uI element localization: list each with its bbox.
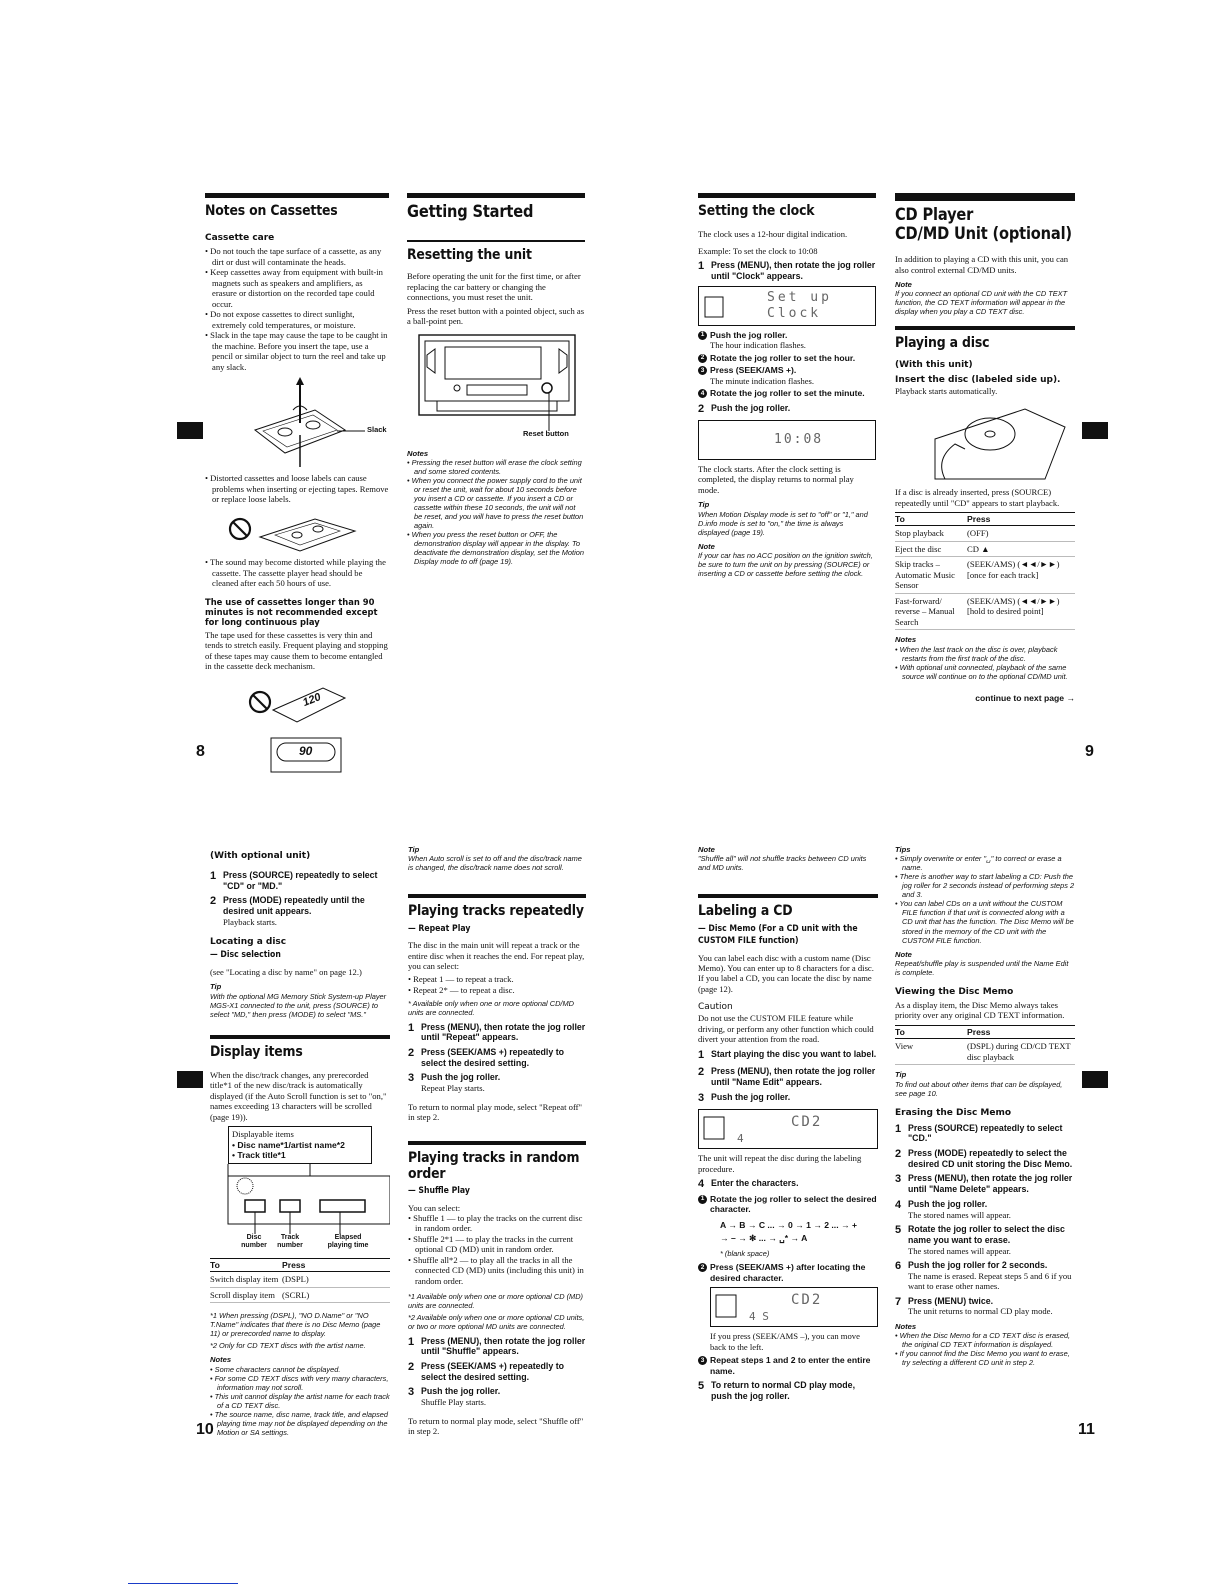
dspl-key[interactable]: (DSPL) — [282, 1272, 390, 1287]
char-sequence-1: A → B → C ... → 0 → 1 → 2 ... → + — [720, 1220, 857, 1231]
cassettes-title: Notes on Cassettes — [205, 203, 338, 219]
shuffle-step-1: 1 Press (MENU), then rotate the jog roller until "Shuffle" appears. — [408, 1335, 586, 1357]
display-icon — [702, 1115, 728, 1143]
with-this-unit: (With this unit) — [895, 359, 973, 370]
list-item: • For some CD TEXT discs with very many characters, information may not scroll. — [210, 1374, 390, 1392]
table-header: To Press — [210, 1258, 390, 1271]
display-icon — [714, 1293, 740, 1321]
label-step-2: 2 Press (MENU), then rotate the jog roller until "Name Edit" appears. — [698, 1066, 876, 1087]
list-item: • Slack in the tape may cause the tape to be caught in the machine. Before you insert the tape, use a pencil or similar object to turn the reel and take up any slack. — [205, 330, 389, 372]
page-tab-marker — [1082, 1071, 1108, 1088]
list-item: • You can label CDs on a unit without the CUSTOM FILE function if that unit is connected along with a CD unit that has the function. The Disc Memo will be stored in the memory of the CD unit with the CUSTOM FILE function. — [895, 899, 1075, 944]
clock-tip: When Motion Display mode is set to "off" or "1," and D.info mode is set to "on," the time is always displayed (page 19). — [698, 509, 868, 537]
slack-label: Slack — [367, 425, 387, 435]
lcd-source: CD2 — [791, 1114, 823, 1131]
clock-step-1: 1 Press (MENU), then rotate the jog roller until "Clock" appears. — [698, 260, 876, 281]
list-item: • Shuffle 1 — to play the tracks on the current disc in random order. — [408, 1213, 586, 1234]
shuffle-options — [408, 1213, 586, 1286]
seek-key[interactable]: (SEEK/AMS) (◄◄/►►) [once for each track] — [967, 557, 1075, 593]
cassette-120-label: 120 — [301, 690, 323, 709]
col-cassettes — [205, 193, 389, 776]
clock-example: Example: To set the clock to 10:08 — [698, 245, 818, 256]
table-row: Skip tracks – Automatic Music Sensor (SEEK/AMS) (◄◄/►►) [once for each track] — [895, 557, 1075, 593]
reset-text: Before operating the unit for the first time, or after replacing the car battery or changing the connections, you must reset the unit. — [407, 271, 581, 303]
labeling-sub-1: — Disc Memo (For a CD unit with the — [698, 923, 858, 934]
table-row: Stop playback (OFF) — [895, 526, 1075, 541]
cassette-90-label: 90 — [299, 743, 313, 758]
display-items-title: Display items — [210, 1043, 303, 1060]
display-footnote-1: *1 When pressing (DSPL), "NO D.Name" or "NO T.Name" indicates that there is no Disc Memo (page 11) or prerecorded name to display. — [210, 1311, 381, 1339]
table-row: View (DSPL) during CD/CD TEXT disc playback — [895, 1039, 1075, 1065]
bottom-link-underline — [128, 1583, 238, 1584]
display-text: When the disc/track changes, any prerecorded title*1 of the new disc/track is automatically displayed (if the Auto Scroll function is set to "on," names exceeding 13 characters will be scrolled (page 19)). — [210, 1069, 387, 1122]
off-key[interactable]: (OFF) — [967, 526, 1075, 541]
notes-label: Notes — [407, 448, 429, 458]
memo-tip: To find out about other items that can be displayed, see page 10. — [895, 1079, 1063, 1098]
list-item: • Pressing the reset button will erase the clock setting and some stored contents. — [407, 458, 585, 476]
track-number-label: Track number — [277, 1233, 303, 1250]
shuffle-title-1: Playing tracks in random — [408, 1149, 580, 1166]
list-item: • When the Disc Memo for a CD TEXT disc is erased, the original CD TEXT information is displayed. — [895, 1331, 1075, 1349]
clock-lcd-time — [698, 420, 876, 460]
table-row: Scroll display item (SCRL) — [210, 1287, 390, 1302]
optional-step-1: 1 Press (SOURCE) repeatedly to select "CD" or "MD." — [210, 869, 378, 891]
lcd-source: CD2 — [791, 1292, 823, 1309]
col-optional-display — [210, 845, 390, 1440]
repeat-text: The disc in the main unit will repeat a track or the entire disc when it reaches the end. For repeat play, you can select: — [408, 940, 585, 971]
erase-step-2: 2 Press (MODE) repeatedly to select the desired CD unit storing the Disc Memo. — [895, 1147, 1073, 1169]
display-icon — [703, 295, 727, 319]
list-item: • Repeat 1 — to repeat a track. — [408, 974, 586, 984]
cdplayer-note: If you connect an optional CD unit with the CD TEXT function, the CD TEXT information will appear in the display when you play a CD TEXT disc. — [895, 289, 1068, 317]
list-item: • This unit cannot display the artist name for each track of a CD TEXT disc. — [210, 1392, 390, 1410]
label-step-3: 3 Push the jog roller. — [698, 1091, 791, 1104]
tips-label: Tips — [895, 845, 911, 854]
car-stereo-icon — [407, 333, 585, 437]
memo-note: Repeat/shuffle play is suspended until the Name Edit is complete. — [895, 958, 1069, 977]
lcd-line-1: Set up — [767, 289, 832, 305]
reset-notes — [407, 458, 585, 566]
lcd-entry: 4 S — [749, 1310, 769, 1324]
getting-started-title: Getting Started — [407, 202, 534, 222]
label-step-4: 4 Enter the characters. — [698, 1178, 799, 1191]
section-bar — [895, 326, 1075, 330]
display-controls-table — [210, 1258, 390, 1303]
back-text: If you press (SEEK/AMS –), you can move back to the left. — [710, 1331, 860, 1352]
memo-tips — [895, 854, 1075, 944]
list-item: • When you press the reset button or OFF, the demonstration display will appear in the display. To deactivate the demonstration display, set the Motion Display mode to off (page 19). — [407, 530, 585, 566]
locating-text: (see "Locating a disc by name" on page 12.) — [210, 966, 362, 977]
list-item: • The sound may become distorted while playing the cassette. The cassette player head should be cleaned after each 50 hours of use. — [205, 557, 389, 588]
section-bar — [408, 1141, 586, 1145]
insert-disc: Insert the disc (labeled side up). — [895, 374, 1061, 385]
labeling-title: Labeling a CD — [698, 903, 793, 920]
section-bar — [408, 894, 586, 898]
clock-sub-3: 3 Press (SEEK/AMS +). The minute indication flashes. — [698, 365, 876, 386]
note-label: Note — [698, 541, 715, 551]
labeling-sub-2: CUSTOM FILE function) — [698, 936, 799, 947]
tip-label: Tip — [698, 500, 710, 510]
shuffle-footnote-2: *2 Available only when one or more optional CD units, or two or more optional MD units are connected. — [408, 1313, 585, 1332]
slack-illustration — [205, 375, 389, 467]
clock-after: The clock starts. After the clock setting is completed, the display returns to normal play mode. — [698, 463, 854, 495]
disc-insert-icon — [895, 399, 1075, 481]
tip-label: Tip — [408, 845, 420, 854]
repeat-options — [408, 974, 586, 995]
col-clock — [698, 193, 876, 581]
seek-hold-key[interactable]: (SEEK/AMS) (◄◄/►►) [hold to desired point] — [967, 593, 1075, 629]
list-item: • Shuffle 2*1 — to play the tracks in the current optional CD (MD) unit in random order. — [408, 1234, 586, 1255]
long-cassette-text: The tape used for these cassettes is very thin and tends to stretch easily. Frequent playing and stopping of these tapes may cause them to become entangled in the cassette deck mechanism. — [205, 629, 388, 672]
list-item: • With optional unit connected, playback of the same source will continue on to the optional CD/MD unit. — [895, 663, 1075, 681]
label-lcd-2 — [710, 1287, 878, 1327]
list-item: • When you connect the power supply cord to the unit or reset the unit, wait for about 10 seconds before you insert a CD or cassette. If you insert a CD or cassette within these 10 seconds, the unit will not be reset, and you will have to press the reset button again. — [407, 476, 585, 530]
shuffle-title-2: order — [408, 1165, 446, 1182]
repeat-step-2: 2 Press (SEEK/AMS +) repeatedly to select the desired setting. — [408, 1046, 564, 1068]
col-cdplayer — [895, 193, 1075, 703]
notes-label: Notes — [210, 1355, 232, 1365]
caution-title: Caution — [698, 1002, 733, 1013]
lcd-track: 4 — [737, 1132, 744, 1146]
play-disc-title: Playing a disc — [895, 335, 990, 352]
scrl-key[interactable]: (SCRL) — [282, 1287, 390, 1302]
reset-illustration — [407, 333, 585, 437]
display-notes — [210, 1365, 390, 1437]
continue-next-page[interactable]: continue to next page → — [975, 692, 1075, 703]
list-item: • Keep cassettes away from equipment with built-in magnets such as speakers and amplifiers, as erasure or distortion on the recorded tape could occur. — [205, 267, 389, 309]
label-sub-1: 1 Rotate the jog roller to select the desired character. — [698, 1194, 878, 1215]
insert-desc: Playback starts automatically. — [895, 385, 998, 396]
repeat-desc: The unit will repeat the disc during the labeling procedure. — [698, 1153, 862, 1174]
col-disc-memo — [895, 845, 1075, 1370]
reset-title: Resetting the unit — [407, 247, 532, 264]
shuffle-footnote-1: *1 Available only when one or more optional CD (MD) units are connected. — [408, 1292, 583, 1311]
dspl-key[interactable]: (DSPL) during CD/CD TEXT disc playback — [967, 1039, 1075, 1065]
section-bar — [895, 193, 1075, 201]
caution-text: Do not use the CUSTOM FILE feature while driving, or perform any other function which could divert your attention from the road. — [698, 1013, 874, 1045]
col-repeat-shuffle — [408, 845, 586, 1440]
list-item: • If you cannot find the Disc Memo you want to erase, try selecting a different CD unit in step 2. — [895, 1349, 1075, 1367]
list-item: • There is another way to start labeling a CD: Push the jog roller for 2 seconds instead of performing steps 2 and 3. — [895, 872, 1075, 899]
shuffle-sub: — Shuffle Play — [408, 1186, 470, 1197]
care-title: Cassette care — [205, 233, 275, 244]
erase-step-5: 5 Rotate the jog roller to select the disc name you want to erase. The stored names will appear. — [895, 1224, 1065, 1256]
list-item: • The source name, disc name, track title, and elapsed playing time may not be displayed depending on the Motion or SA settings. — [210, 1410, 390, 1437]
view-memo-table — [895, 1025, 1075, 1065]
view-memo-text: As a display item, the Disc Memo always takes priority over any original CD TEXT information. — [895, 999, 1065, 1021]
locating-title: Locating a disc — [210, 937, 287, 948]
lcd-time: 10:08 — [774, 431, 824, 447]
locating-sub: — Disc selection — [210, 950, 281, 961]
reset-button-label[interactable]: Reset button — [523, 428, 569, 438]
note-label: Note — [895, 949, 912, 959]
repeat-sub: — Repeat Play — [408, 923, 471, 934]
erase-step-1: 1 Press (SOURCE) repeatedly to select "CD." — [895, 1122, 1063, 1144]
no-loose-label-icon — [205, 507, 389, 557]
clock-title: Setting the clock — [698, 203, 815, 219]
page-number-10: 10 — [196, 1421, 214, 1438]
list-item: • Simply overwrite or enter "␣" to correct or erase a name. — [895, 854, 1075, 872]
long-cassette-illustration — [205, 680, 389, 776]
list-item: • Do not expose cassettes to direct sunlight, extremely cold temperatures, or moisture. — [205, 309, 389, 330]
erase-memo-title: Erasing the Disc Memo — [895, 1107, 1012, 1118]
labeling-note: "Shuffle all" will not shuffle tracks between CD units and MD units. — [698, 854, 867, 873]
clock-lcd-setup — [698, 286, 876, 326]
erase-step-7: 7 Press (MENU) twice. The unit returns to normal CD play mode. — [895, 1295, 1053, 1317]
page-tab-marker — [177, 1071, 203, 1088]
note-label: Note — [895, 280, 912, 290]
repeat-step-3: 3 Push the jog roller. Repeat Play starts. — [408, 1072, 501, 1094]
label-sub-3: 3 Repeat steps 1 and 2 to enter the entire name. — [698, 1355, 878, 1376]
list-item: • Distorted cassettes and loose labels can cause problems when inserting or ejecting tapes. Remove or replace loose labels. — [205, 473, 389, 504]
repeat-return: To return to normal play mode, select "Repeat off" in step 2. — [408, 1101, 583, 1123]
clock-intro: The clock uses a 12-hour digital indication. — [698, 229, 848, 240]
section-bar — [698, 894, 878, 898]
clock-sub-1: 1 Push the jog roller. The hour indication flashes. — [698, 330, 876, 351]
optional-step-2: 2 Press (MODE) repeatedly until the desired unit appears. Playback starts. — [210, 895, 365, 927]
erase-step-4: 4 Push the jog roller. The stored names will appear. — [895, 1198, 1011, 1220]
table-header: To Press — [895, 513, 1075, 526]
page-number-8: 8 — [196, 743, 205, 760]
table-row: Eject the disc CD ▲ — [895, 541, 1075, 556]
page-number-11: 11 — [1078, 1421, 1095, 1438]
cassette-slack-icon — [205, 375, 389, 467]
page-number-9: 9 — [1085, 743, 1094, 760]
optional-tip: With the optional MG Memory Stick System-up Player MGS-X1 connected to the unit, press (SOURCE) to select "MD," then press (MODE) to select "MS." — [210, 991, 387, 1019]
page-tab-marker — [1082, 422, 1108, 439]
table-header: To Press — [895, 1025, 1075, 1038]
memo-notes — [895, 1331, 1075, 1367]
elapsed-label: Elapsed playing time — [327, 1233, 369, 1250]
label-sub-2: 2 Press (SEEK/AMS +) after locating the desired character. — [698, 1262, 878, 1283]
cdplayer-title-2: CD/MD Unit (optional) — [895, 224, 1072, 245]
col-getting-started — [407, 193, 585, 569]
list-item: • When the last track on the disc is over, playback restarts from the first track of the disc. — [895, 645, 1075, 663]
label-step-1: 1 Start playing the disc you want to label. — [698, 1048, 877, 1061]
displayable-items-box: Displayable items • Disc name*1/artist name*2 • Track title*1 — [228, 1126, 372, 1163]
table-row: Switch display item (DSPL) — [210, 1272, 390, 1287]
reset-text-2: Press the reset button with a pointed object, such as a ball-point pen. — [407, 305, 585, 327]
display-footnote-2: *2 Only for CD TEXT discs with the artist name. — [210, 1341, 366, 1351]
section-bar — [205, 193, 389, 198]
section-bar — [210, 1035, 390, 1039]
char-sequence-2: → – → ✻ ... → ␣* → A — [720, 1232, 808, 1243]
clock-step-2: 2 Push the jog roller. — [698, 402, 791, 415]
shuffle-step-2: 2 Press (SEEK/AMS +) repeatedly to select the desired setting. — [408, 1360, 564, 1382]
note-label: Note — [698, 845, 715, 854]
long-cassette-title: The use of cassettes longer than 90 minutes is not recommended except for long continuous play — [205, 596, 378, 628]
already-inserted: If a disc is already inserted, press (SOURCE) repeatedly until "CD" appears to start playback. — [895, 487, 1060, 508]
table-row: Fast-forward/ reverse – Manual Search (SEEK/AMS) (◄◄/►►) [hold to desired point] — [895, 593, 1075, 629]
display-diagram — [210, 1164, 390, 1254]
list-item: • Repeat 2* — to repeat a disc. — [408, 985, 586, 995]
shuffle-step-3: 3 Push the jog roller. Shuffle Play starts. — [408, 1386, 501, 1408]
tip-label: Tip — [895, 1070, 907, 1080]
cdplayer-intro: In addition to playing a CD with this unit, you can also control external CD/MD units. — [895, 254, 1069, 275]
care-list — [205, 246, 389, 372]
blank-space-note: * (blank space) — [720, 1249, 770, 1259]
eject-key[interactable]: CD ▲ — [967, 541, 1075, 556]
cd-controls-table — [895, 512, 1075, 630]
repeat-tip: When Auto scroll is set to off and the disc/track name is changed, the disc/track name does not scroll. — [408, 854, 582, 873]
disc-number-label: Disc number — [241, 1233, 267, 1250]
section-bar — [698, 193, 876, 198]
label-lcd-1 — [698, 1109, 878, 1149]
clock-sub-2: 2 Rotate the jog roller to set the hour. — [698, 353, 876, 363]
list-item: • Some characters cannot be displayed. — [210, 1365, 390, 1374]
with-optional-unit: (With optional unit) — [210, 851, 311, 861]
repeat-footnote: * Available only when one or more optional CD/MD units are connected. — [408, 999, 574, 1018]
list-item: • Do not touch the tape surface of a cassette, as any dirt or dust will contaminate the heads. — [205, 246, 389, 267]
labeling-text: You can label each disc with a custom name (Disc Memo). You can enter up to 8 characters for a disc. If you label a CD, you can locate the disc by name (page 12). — [698, 952, 874, 994]
sound-list — [205, 557, 389, 588]
label-step-5: 5 To return to normal CD play mode, push the jog roller. — [698, 1380, 856, 1402]
page-tab-marker — [177, 422, 203, 439]
view-memo-title: Viewing the Disc Memo — [895, 986, 1014, 997]
notes-label: Notes — [895, 635, 917, 645]
section-bar — [407, 240, 585, 242]
notes-label: Notes — [895, 1321, 917, 1331]
tip-label: Tip — [210, 982, 222, 992]
cdplayer-notes — [895, 645, 1075, 681]
repeat-step-1: 1 Press (MENU), then rotate the jog roller until "Repeat" appears. — [408, 1021, 586, 1043]
clock-note: If your car has no ACC position on the ignition switch, be sure to turn the unit on by pressing (SOURCE) or inserting a CD or cassette before setting the clock. — [698, 551, 873, 579]
cdplayer-title-1: CD Player — [895, 205, 974, 225]
repeat-title: Playing tracks repeatedly — [408, 903, 584, 920]
distorted-list — [205, 473, 389, 504]
lcd-line-2: Clock — [767, 305, 822, 321]
list-item: • Shuffle all*2 — to play all the tracks in all the connected CD (MD) units (including this unit) in random order. — [408, 1255, 586, 1286]
shuffle-return: To return to normal play mode, select "Shuffle off" in step 2. — [408, 1415, 584, 1437]
section-bar — [407, 193, 585, 198]
col-labeling — [698, 845, 878, 1402]
no-long-cassette-icon — [205, 680, 389, 776]
erase-step-3: 3 Press (MENU), then rotate the jog roller until "Name Delete" appears. — [895, 1173, 1073, 1195]
shuffle-text: You can select: — [408, 1202, 461, 1213]
erase-step-6: 6 Push the jog roller for 2 seconds. The name is erased. Repeat steps 5 and 6 if you want to erase other names. — [895, 1259, 1072, 1292]
clock-sub-4: 4 Rotate the jog roller to set the minute. — [698, 388, 876, 398]
